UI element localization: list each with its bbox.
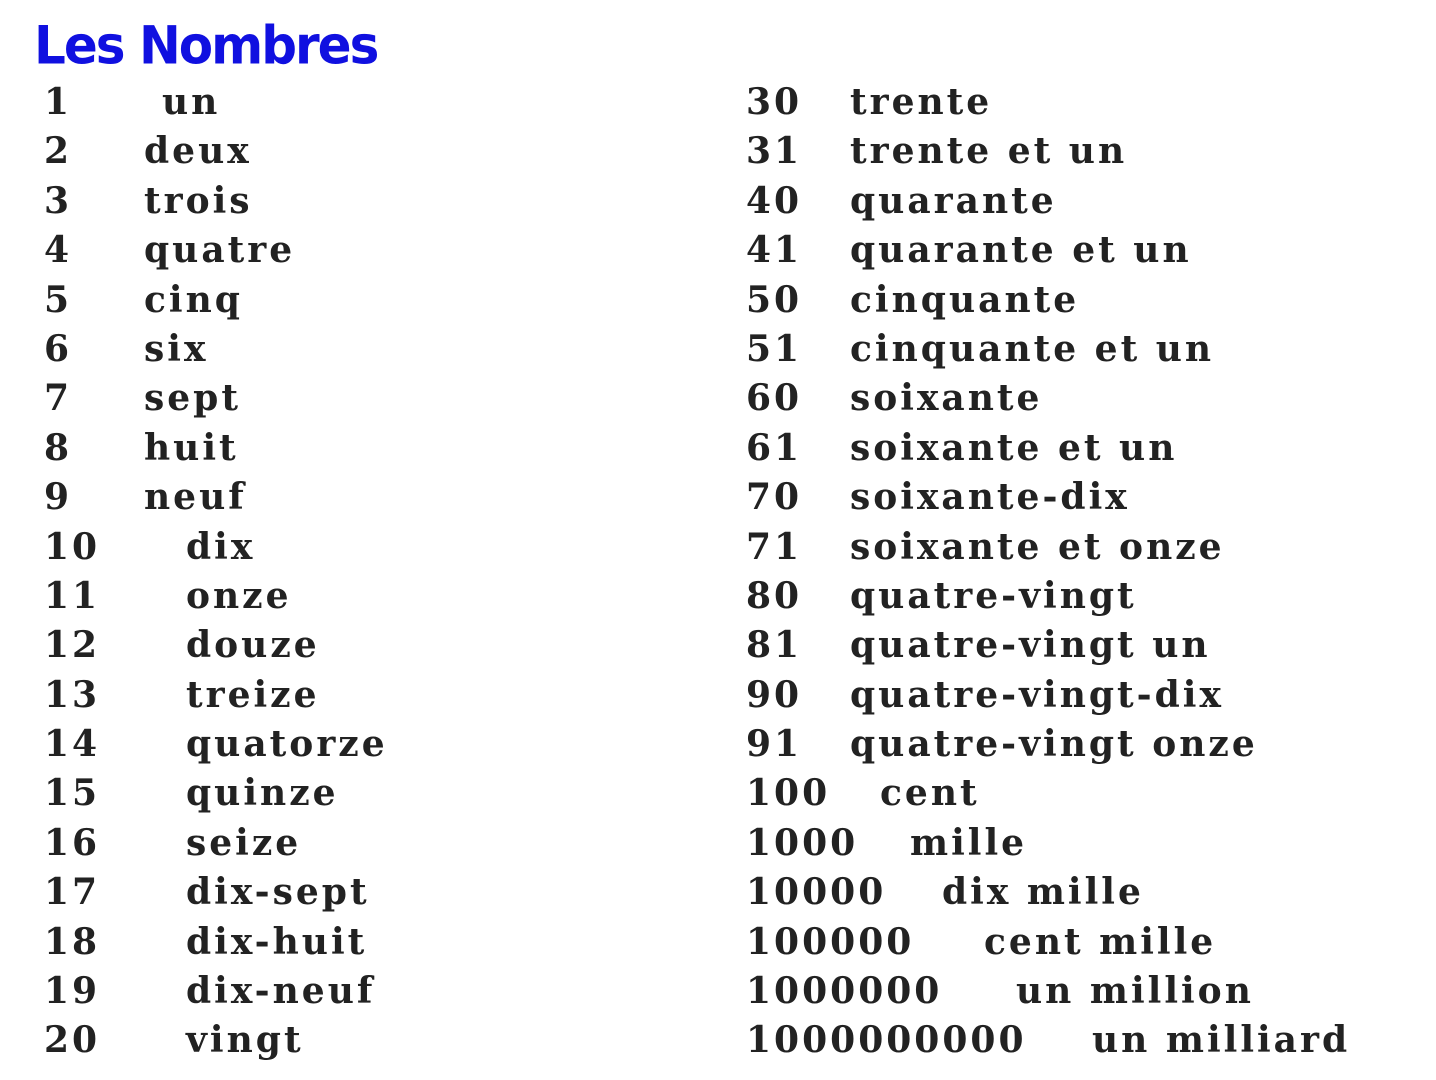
- number-word: un: [162, 81, 221, 123]
- number-digits: 5: [44, 278, 73, 321]
- number-digits: 70: [746, 476, 803, 519]
- number-digits: 91: [746, 723, 803, 766]
- number-word: soixante: [850, 377, 1043, 420]
- number-digits: 18: [44, 920, 101, 963]
- number-word: soixante-dix: [850, 476, 1130, 519]
- number-digits: 61: [746, 426, 803, 469]
- number-word: quatorze: [186, 723, 388, 766]
- number-digits: 20: [44, 1019, 101, 1062]
- number-word: neuf: [144, 476, 247, 519]
- number-digits: 13: [44, 673, 101, 716]
- number-digits: 16: [44, 821, 101, 864]
- number-digits: 19: [44, 970, 101, 1013]
- number-digits: 1000000000: [746, 1019, 1027, 1062]
- number-word: soixante et un: [850, 426, 1178, 469]
- number-word: treize: [186, 673, 320, 716]
- number-word: six: [144, 327, 209, 370]
- number-word: dix mille: [942, 871, 1144, 914]
- number-digits: 14: [44, 723, 101, 766]
- number-digits: 90: [746, 673, 803, 716]
- number-word: deux: [144, 130, 252, 173]
- number-word: dix-neuf: [186, 970, 376, 1013]
- number-digits: 12: [44, 624, 101, 667]
- number-word: cinquante et un: [850, 327, 1215, 370]
- number-digits: 17: [44, 871, 101, 914]
- number-digits: 15: [44, 772, 101, 815]
- number-digits: 31: [746, 130, 803, 173]
- number-word: quatre-vingt onze: [850, 723, 1258, 766]
- number-word: trente et un: [850, 130, 1128, 173]
- number-word: un million: [1016, 970, 1254, 1013]
- number-digits: 11: [44, 574, 101, 617]
- number-digits: 41: [746, 229, 803, 272]
- number-word: cinquante: [850, 278, 1080, 321]
- number-digits: 60: [746, 377, 803, 420]
- number-digits: 81: [746, 624, 803, 667]
- number-word: soixante et onze: [850, 525, 1225, 568]
- number-word: mille: [910, 821, 1028, 864]
- number-digits: 4: [44, 229, 73, 272]
- number-word: trente: [850, 81, 993, 123]
- number-word: quatre: [144, 229, 296, 272]
- number-digits: 1000: [746, 821, 859, 864]
- number-digits: 30: [746, 81, 803, 123]
- number-digits: 3: [44, 179, 73, 222]
- number-word: quarante: [850, 179, 1057, 222]
- number-word: trois: [144, 179, 253, 222]
- number-word: seize: [186, 821, 302, 864]
- number-word: un milliard: [1092, 1019, 1351, 1062]
- page-title: Les Nombres: [34, 15, 378, 76]
- number-digits: 100000: [746, 920, 915, 963]
- number-word: huit: [144, 426, 239, 469]
- number-word: vingt: [186, 1019, 304, 1062]
- number-word: quatre-vingt-dix: [850, 673, 1224, 716]
- number-digits: 50: [746, 278, 803, 321]
- number-digits: 51: [746, 327, 803, 370]
- number-word: douze: [186, 624, 320, 667]
- number-word: cent mille: [984, 920, 1217, 963]
- number-digits: 9: [44, 476, 73, 519]
- number-word: dix: [186, 525, 256, 568]
- number-word: sept: [144, 377, 241, 420]
- number-digits: 10: [44, 525, 101, 568]
- number-word: cent: [880, 772, 980, 815]
- number-digits: 80: [746, 574, 803, 617]
- number-word: quarante et un: [850, 229, 1192, 272]
- number-word: onze: [186, 574, 292, 617]
- number-digits: 100: [746, 772, 831, 815]
- number-digits: 71: [746, 525, 803, 568]
- number-word: dix-sept: [186, 871, 370, 914]
- number-digits: 2: [44, 130, 73, 173]
- number-word: quatre-vingt un: [850, 624, 1211, 667]
- number-digits: 40: [746, 179, 803, 222]
- number-digits: 7: [44, 377, 73, 420]
- number-word: quatre-vingt: [850, 574, 1137, 617]
- number-digits: 8: [44, 426, 73, 469]
- number-word: quinze: [186, 772, 339, 815]
- number-word: dix-huit: [186, 920, 368, 963]
- number-digits: 10000: [746, 871, 887, 914]
- number-digits: 1000000: [746, 970, 943, 1013]
- number-word: cinq: [144, 278, 243, 321]
- number-digits: 6: [44, 327, 73, 370]
- number-digits: 1: [44, 81, 73, 123]
